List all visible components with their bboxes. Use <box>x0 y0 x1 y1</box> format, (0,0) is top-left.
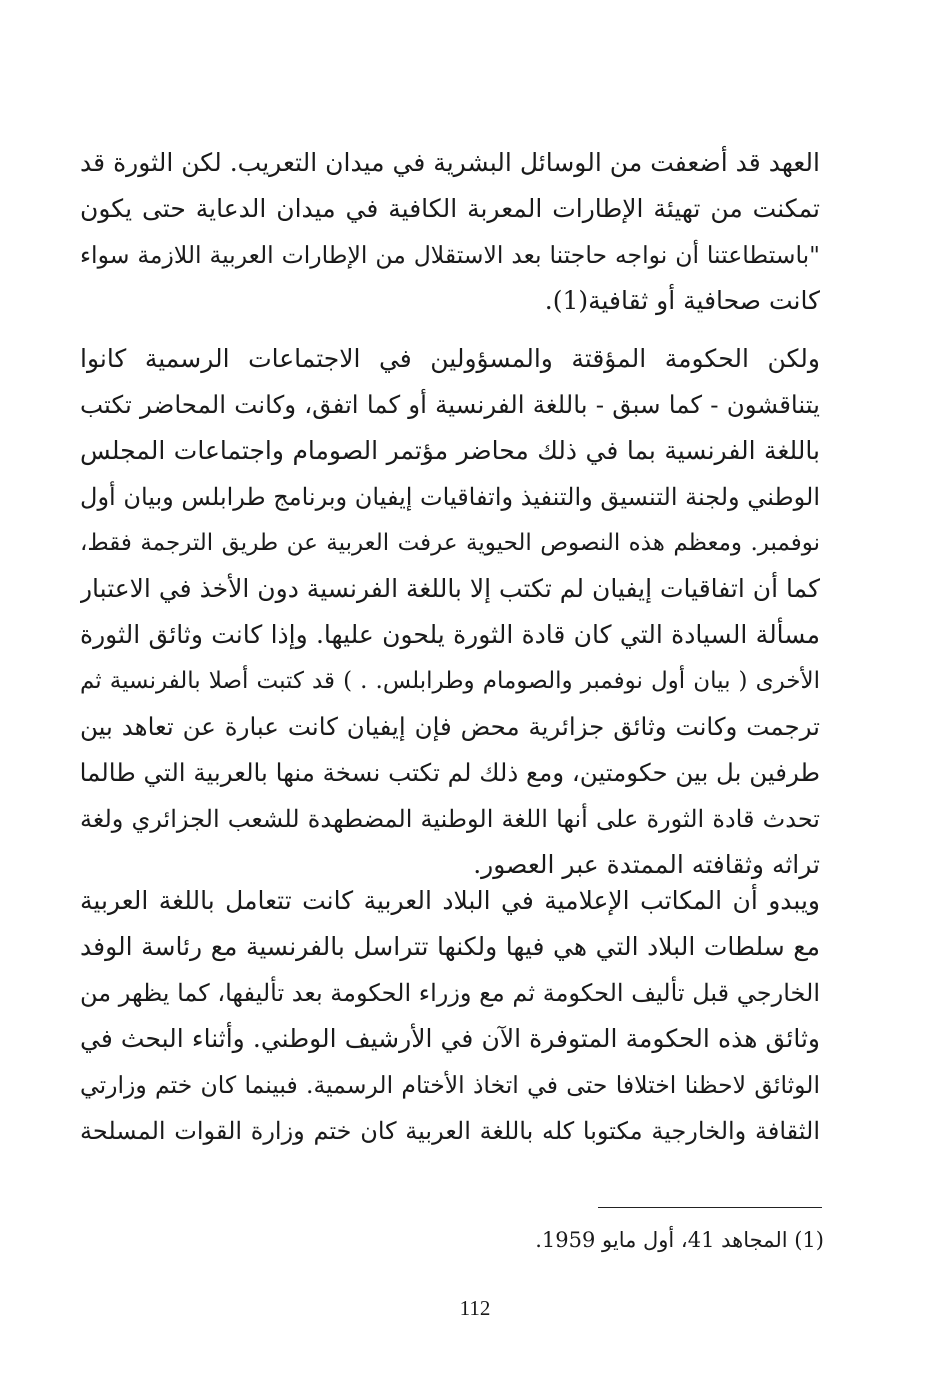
text-line: مسألة السيادة التي كان قادة الثورة يلحون عليها. وإذا كانت وثائق الثورة <box>80 620 820 649</box>
text-line: تراثه وثقافته الممتدة عبر العصور. <box>473 850 820 879</box>
text-line: كما أن اتفاقيات إيفيان لم تكتب إلا باللغة الفرنسية دون الأخذ في الاعتبار <box>80 574 820 603</box>
text-line: نوفمبر. ومعظم هذه النصوص الحيوية عرفت العربية عن طريق الترجمة فقط، <box>80 530 820 556</box>
paragraph-3 <box>80 878 820 1154</box>
text-line: الأخرى ( بيان أول نوفمبر والصومام وطرابلس. . ) قد كتبت أصلا بالفرنسية ثم <box>80 668 820 694</box>
text-line: الوثائق لاحظنا اختلافا حتى في اتخاذ الأختام الرسمية. فبينما كان ختم وزارتي <box>80 1071 820 1099</box>
text-line: "باستطاعتنا أن نواجه حاجتنا بعد الاستقلال من الإطارات العربية اللازمة سواء <box>80 241 820 269</box>
text-line: ويبدو أن المكاتب الإعلامية في البلاد العربية كانت تتعامل باللغة العربية <box>80 886 820 915</box>
text-line: وثائق هذه الحكومة المتوفرة الآن في الأرشيف الوطني. وأثناء البحث في <box>80 1024 820 1053</box>
text-line: ولكن الحكومة المؤقتة والمسؤولين في الاجتماعات الرسمية كانوا <box>80 344 820 373</box>
text-line: الوطني ولجنة التنسيق والتنفيذ واتفاقيات إيفيان وبرنامج طرابلس وبيان أول <box>80 483 820 511</box>
text-line: الخارجي قبل تأليف الحكومة ثم مع وزراء الحكومة بعد تأليفها، كما يظهر من <box>80 979 820 1007</box>
text-line: تمكنت من تهيئة الإطارات المعربة الكافية في ميدان الدعاية حتى يكون <box>80 194 820 223</box>
text-line: تحدث قادة الثورة على أنها اللغة الوطنية المضطهدة للشعب الجزائري ولغة <box>80 805 820 833</box>
text-line: العهد قد أضعفت من الوسائل البشرية في ميدان التعريب. لكن الثورة قد <box>80 148 820 177</box>
text-line: يتناقشون - كما سبق - باللغة الفرنسية أو كما اتفق، وكانت المحاضر تكتب <box>80 390 820 419</box>
text-line: ترجمت وكانت وثائق جزائرية محض فإن إيفيان كانت عبارة عن تعاهد بين <box>80 712 820 741</box>
text-line: طرفين بل بين حكومتين، ومع ذلك لم تكتب نسخة منها بالعربية التي طالما <box>80 758 820 787</box>
page-number: 112 <box>459 1296 491 1320</box>
footnote: (1) المجاهد 41، أول مايو 1959. <box>535 1228 824 1252</box>
paragraph-1 <box>80 140 820 324</box>
text-line: كانت صحافية أو ثقافية(1). <box>544 286 820 315</box>
text-line: مع سلطات البلاد التي هي فيها ولكنها تتراسل بالفرنسية مع رئاسة الوفد <box>80 932 820 961</box>
footnote-divider <box>598 1207 822 1208</box>
paragraph-2 <box>80 336 820 888</box>
text-line: الثقافة والخارجية مكتوبا كله باللغة العربية كان ختم وزارة القوات المسلحة <box>80 1117 820 1145</box>
text-line: باللغة الفرنسية بما في ذلك محاضر مؤتمر الصومام واجتماعات المجلس <box>80 436 820 465</box>
